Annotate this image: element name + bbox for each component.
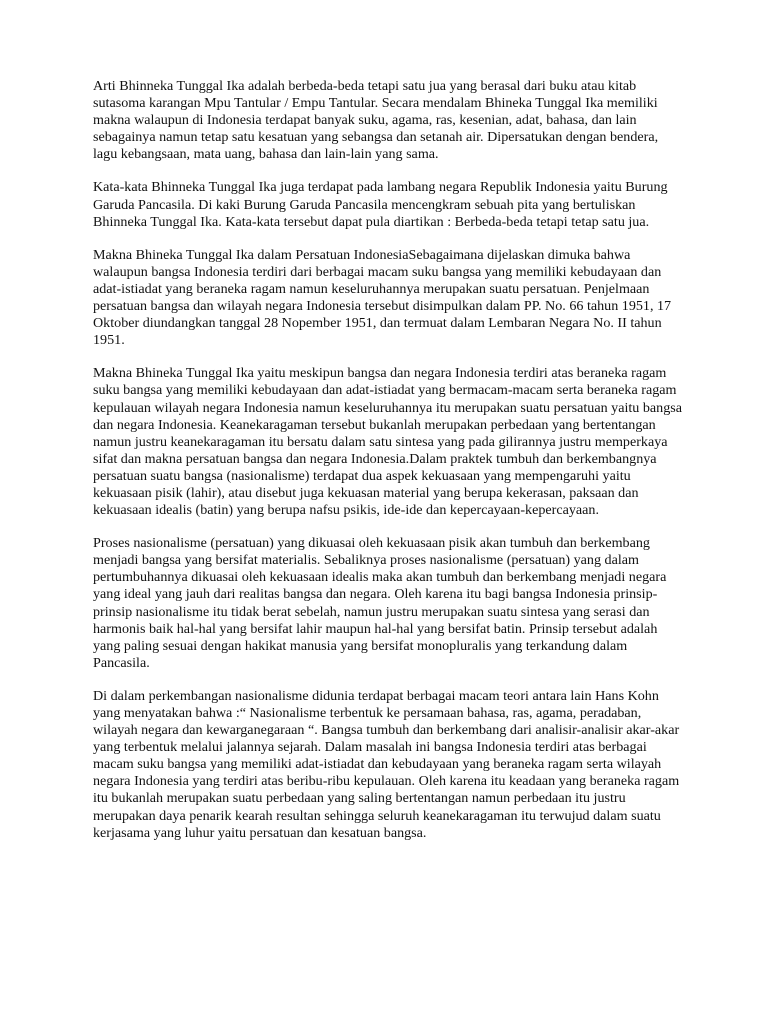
paragraph-6: Di dalam perkembangan nasionalisme didunia terdapat berbagai macam teori antara lain Hans Kohn yang menyatakan bahwa :“ Nasionalisme terbentuk ke persamaan bahasa, ras, agama, peradaban, wilayah negara dan kewarganegaraan “. Bangsa tumbuh dan berkembang dari analisir-analisir akar-akar yang terbentuk melalui jalannya sejarah. Dalam masalah ini bangsa Indonesia terdiri atas berbagai macam suku bangsa yang memiliki adat-istiadat dan kebudayaan yang beraneka ragam serta wilayah negara Indonesia yang terdiri atas beribu-ribu kepulauan. Oleh karena itu keadaan yang beraneka ragam itu bukanlah merupakan suatu perbedaan yang saling bertentangan namun perbedaan itu justru merupakan daya penarik kearah resultan sehingga seluruh keanekaragaman itu terwujud dalam suatu kerjasama yang luhur yaitu persatuan dan kesatuan bangsa. bbox=[93, 687, 680, 841]
paragraph-4: Makna Bhineka Tunggal Ika yaitu meskipun bangsa dan negara Indonesia terdiri atas beraneka ragam suku bangsa yang memiliki kebudayaan dan adat-istiadat yang bermacam-macam serta beraneka ragam kepulauan wilayah negara Indonesia namun keseluruhannya itu merupakan suatu persatuan yaitu bangsa dan negara Indonesia. Keanekaragaman tersebut bukanlah merupakan perbedaan yang bertentangan namun justru keanekaragaman itu bersatu dalam satu sintesa yang pada gilirannya justru memperkaya sifat dan makna persatuan bangsa dan negara Indonesia.Dalam praktek tumbuh dan berkembangnya persatuan suatu bangsa (nasionalisme) terdapat dua aspek kekuasaan yang mempengaruhi yaitu kekuasaan pisik (lahir), atau disebut juga kekuasan material yang berupa kekerasan, paksaan dan kekuasaan idealis (batin) yang berupa nafsu psikis, ide-ide dan kepercayaan-kepercayaan. bbox=[93, 365, 682, 519]
paragraph-1: Arti Bhinneka Tunggal Ika adalah berbeda-beda tetapi satu jua yang berasal dari buku atau kitab sutasoma karangan Mpu Tantular / Empu Tantular. Secara mendalam Bhineka Tunggal Ika memiliki makna walaupun di Indonesia terdapat banyak suku, agama, ras, kesenian, adat, bahasa, dan lain sebagainya namun tetap satu kesatuan yang sebangsa dan setanah air. Dipersatukan dengan bendera, lagu kebangsaan, mata uang, bahasa dan lain-lain yang sama. bbox=[93, 78, 659, 163]
paragraph-3: Makna Bhineka Tunggal Ika dalam Persatuan IndonesiaSebagaimana dijelaskan dimuka bahwa walaupun bangsa Indonesia terdiri dari berbagai macam suku bangsa yang memiliki kebudayaan dan adat-istiadat yang beraneka ragam namun keseluruhannya merupakan suatu persatuan. Penjelmaan persatuan bangsa dan wilayah negara Indonesia tersebut disimpulkan dalam PP. No. 66 tahun 1951, 17 Oktober diundangkan tanggal 28 Nopember 1951, dan termuat dalam Lembaran Negara No. II tahun 1951. bbox=[93, 246, 672, 349]
paragraph-2: Kata-kata Bhinneka Tunggal Ika juga terdapat pada lambang negara Republik Indonesia yaitu Burung Garuda Pancasila. Di kaki Burung Garuda Pancasila mencengkram sebuah pita yang bertuliskan Bhinneka Tunggal Ika. Kata-kata tersebut dapat pula diartikan : Berbeda-beda tetapi tetap satu jua. bbox=[93, 179, 668, 230]
paragraph-5: Proses nasionalisme (persatuan) yang dikuasai oleh kekuasaan pisik akan tumbuh dan berkembang menjadi bangsa yang bersifat materialis. Sebaliknya proses nasionalisme (persatuan) yang dalam pertumbuhannya dikuasai oleh kekuasaan idealis maka akan tumbuh dan berkembang menjadi negara yang ideal yang jauh dari realitas bangsa dan negara. Oleh karena itu bagi bangsa Indonesia prinsip-prinsip nasionalisme itu tidak berat sebelah, namun justru merupakan suatu sintesa yang serasi dan harmonis baik hal-hal yang bersifat lahir maupun hal-hal yang bersifat batin. Prinsip tersebut adalah yang paling sesuai dengan hakikat manusia yang bersifat monopluralis yang terkandung dalam Pancasila. bbox=[93, 535, 667, 671]
document-body bbox=[93, 78, 683, 842]
